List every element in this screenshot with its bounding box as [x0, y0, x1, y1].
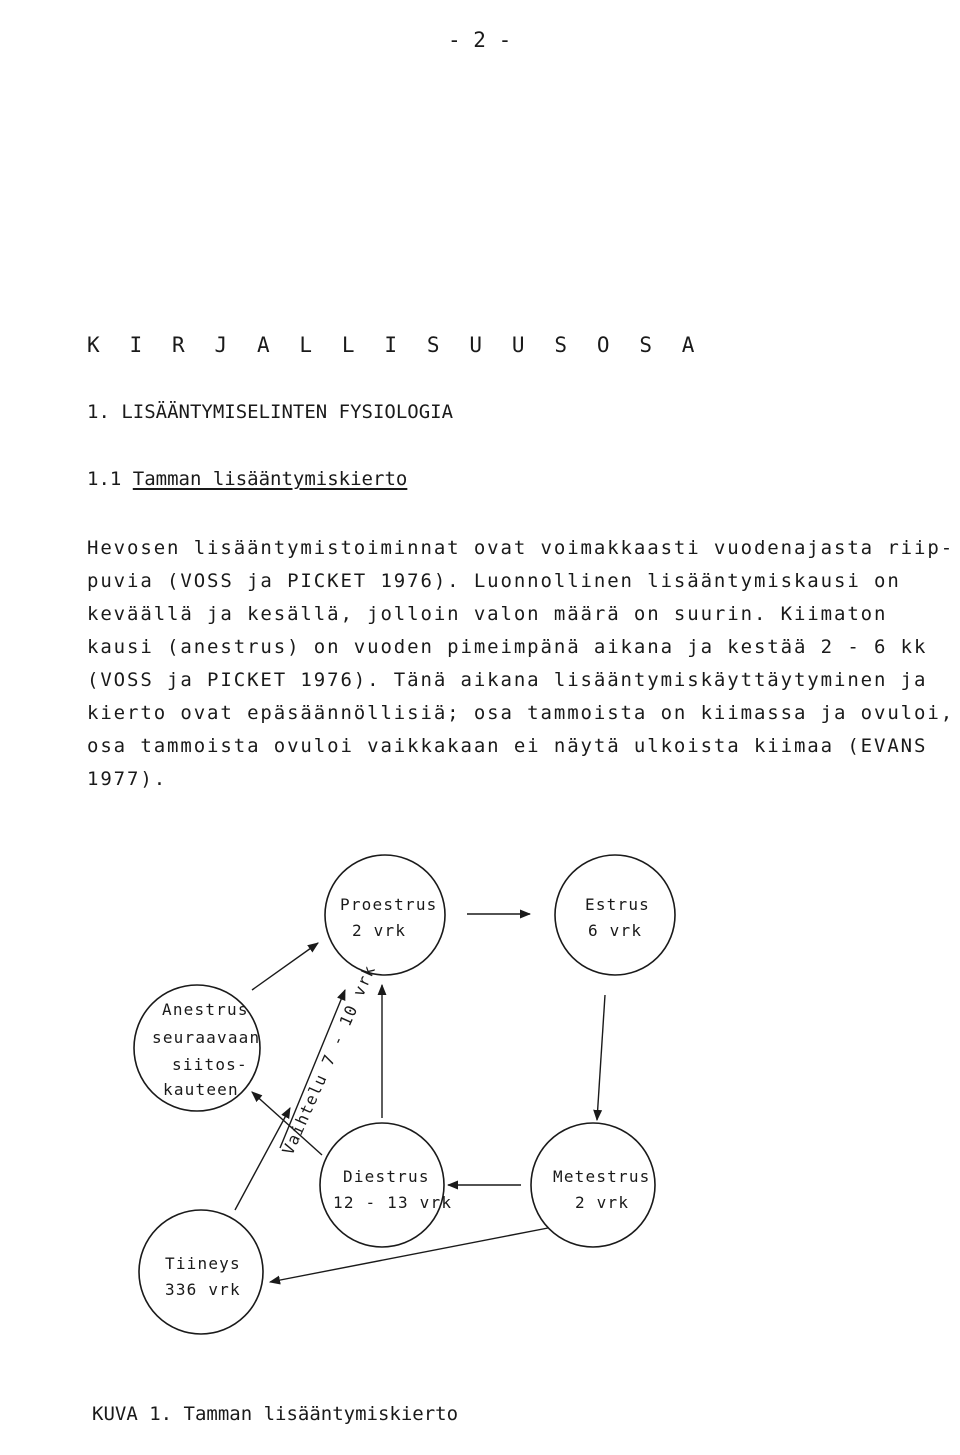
proestrus-circle [325, 855, 445, 975]
body-line: (VOSS ja PICKET 1976). Tänä aikana lisääntymiskäyttäytyminen ja [87, 669, 928, 691]
subchapter-title: Tamman lisääntymiskierto [132, 468, 408, 490]
anestrus-label: Anestrus [162, 1000, 249, 1019]
metestrus-label: Metestrus [553, 1167, 651, 1186]
figure-caption: KUVA 1. Tamman lisääntymiskierto [92, 1403, 459, 1425]
arrow-tiineys-to-anestrus [235, 1108, 290, 1210]
estrus-label: Estrus [585, 895, 650, 914]
arrow-metestrus-to-tiineys [270, 1228, 548, 1282]
anestrus-line-4: kauteen [163, 1080, 239, 1099]
estrus-duration: 6 vrk [588, 921, 643, 940]
page-number: - 2 - [448, 28, 512, 52]
diestrus-label: Diestrus [343, 1167, 430, 1186]
body-line: osa tammoista ovuloi vaikkakaan ei näytä ulkoista kiimaa (EVANS [87, 735, 928, 757]
proestrus-duration: 2 vrk [352, 921, 407, 940]
chapter-heading: 1. LISÄÄNTYMISELINTEN FYSIOLOGIA [87, 401, 454, 423]
diestrus-duration: 12 - 13 vrk [333, 1193, 453, 1212]
metestrus-duration: 2 vrk [575, 1193, 630, 1212]
body-line: puvia (VOSS ja PICKET 1976). Luonnollinen lisääntymiskausi on [87, 570, 901, 592]
proestrus-label: Proestrus [340, 895, 438, 914]
anestrus-line-2: seuraavaan [152, 1028, 261, 1047]
body-line: kierto ovat epäsäännöllisiä; osa tammoista on kiimassa ja ovuloi, [87, 702, 955, 724]
body-line: kausi (anestrus) on vuoden pimeimpänä aikana ja kestää 2 - 6 kk [87, 636, 928, 658]
subchapter-number: 1.1 [87, 468, 122, 490]
tiineys-label: Tiineys [165, 1254, 241, 1273]
tiineys-duration: 336 vrk [165, 1280, 241, 1299]
body-line: Hevosen lisääntymistoiminnat ovat voimakkaasti vuodenajasta riip- [87, 537, 955, 559]
body-line: keväällä ja kesällä, jolloin valon määrä on suurin. Kiimaton [87, 603, 888, 625]
section-title: K I R J A L L I S U U S O S A [87, 333, 704, 357]
estrus-circle [555, 855, 675, 975]
arrow-anestrus-to-proestrus [252, 943, 318, 990]
transition-label: Vaihtelu 7 - 10 vrk [278, 961, 380, 1158]
body-line: 1977). [87, 768, 168, 790]
anestrus-line-3: siitos- [172, 1055, 248, 1074]
arrow-estrus-to-metestrus [597, 995, 605, 1120]
